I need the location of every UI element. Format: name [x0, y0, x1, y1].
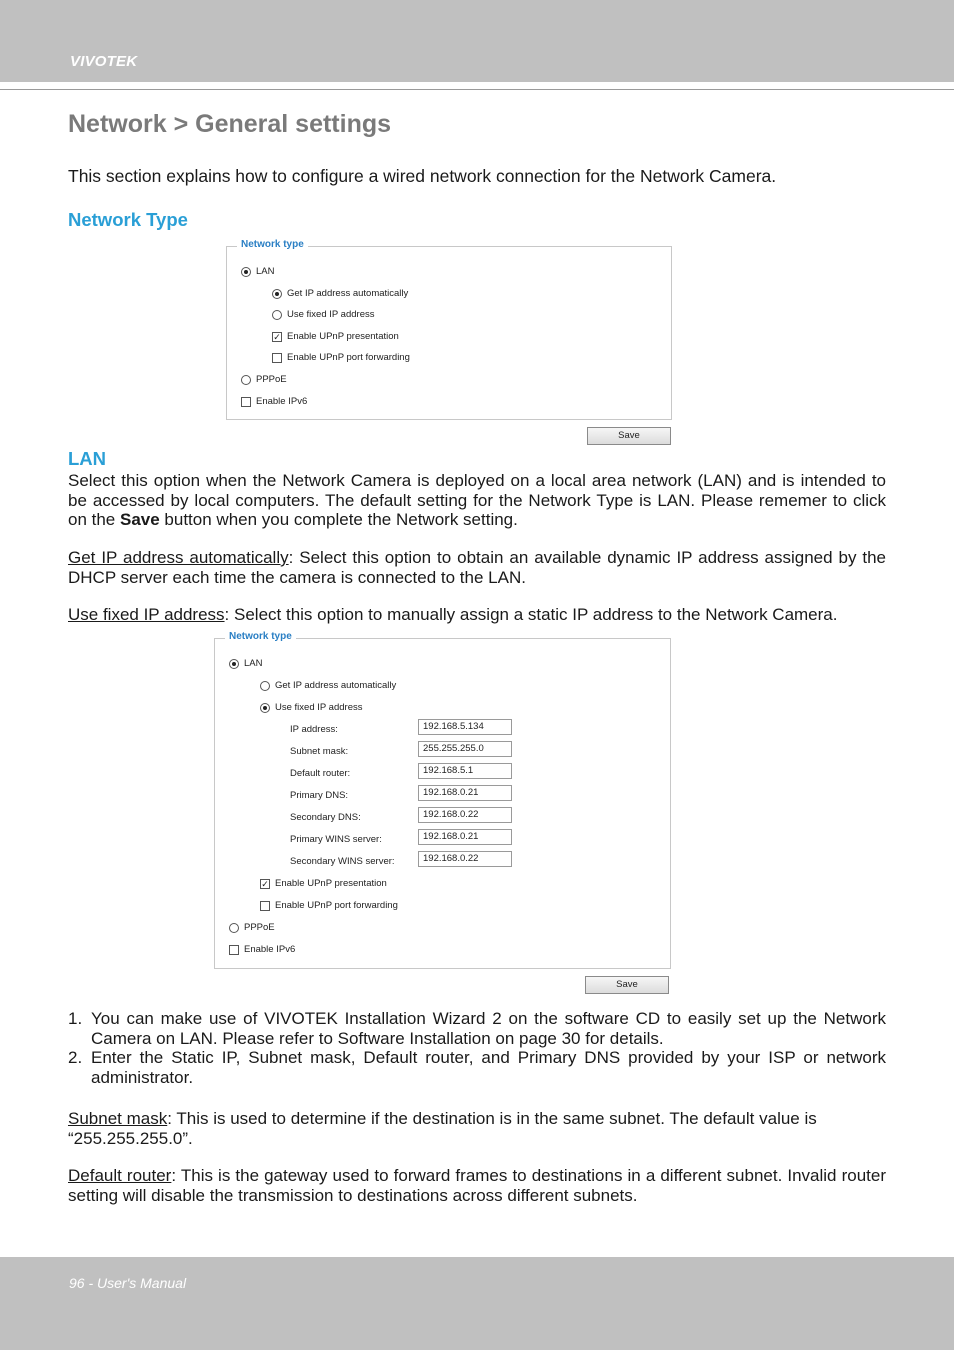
fixed-ip-text: : Select this option to manually assign a static IP address to the Network Camera.: [224, 605, 838, 624]
pppoe-radio[interactable]: [241, 374, 287, 385]
pppoe-label: PPPoE: [256, 374, 287, 385]
get-ip-text: : Select this option to obtain an available dynamic IP address assigned by the DHCP server each time the camera is connected to the LAN.: [68, 548, 887, 587]
network-type-panel: [226, 239, 672, 420]
upnp-presentation-label: Enable UPnP presentation: [275, 878, 387, 889]
upnp-presentation-label: Enable UPnP presentation: [287, 331, 399, 342]
primary-wins-label: Primary WINS server:: [290, 834, 382, 845]
ipv6-checkbox[interactable]: [241, 396, 307, 407]
list-text: You can make use of VIVOTEK Installation Wizard 2 on the software CD to easily set up the Network Camera on LAN. Please refer to Software Installation on page 30 for details.: [91, 1009, 886, 1048]
ipv6-label: Enable IPv6: [256, 396, 308, 407]
use-fixed-ip-label: Use fixed IP address: [275, 702, 363, 713]
subnet-mask-paragraph: [68, 1109, 868, 1148]
list-item: [68, 1009, 886, 1048]
default-router-input[interactable]: 192.168.5.1: [418, 763, 512, 779]
radio-selected-icon: [272, 289, 282, 299]
lan-paragraph: [68, 471, 886, 530]
default-router-label: Default router:: [290, 768, 351, 779]
secondary-dns-input[interactable]: 192.168.0.22: [418, 807, 512, 823]
secondary-wins-input[interactable]: 192.168.0.22: [418, 851, 512, 867]
upnp-port-forwarding-label: Enable UPnP port forwarding: [275, 900, 398, 911]
lan-radio[interactable]: [229, 658, 262, 669]
get-ip-auto-radio[interactable]: [272, 288, 408, 299]
upnp-port-forwarding-checkbox[interactable]: [272, 352, 410, 363]
radio-selected-icon: [229, 659, 239, 669]
get-ip-auto-label: Get IP address automatically: [275, 680, 397, 691]
fixed-ip-paragraph: [68, 605, 886, 625]
list-number: 1.: [68, 1009, 83, 1028]
notes-list: [68, 1009, 886, 1087]
use-fixed-ip-label: Use fixed IP address: [287, 309, 375, 320]
save-button[interactable]: Save: [585, 976, 669, 994]
use-fixed-ip-radio[interactable]: [272, 309, 374, 320]
checkbox-icon: [241, 397, 251, 407]
checkmark-icon: ✓: [273, 331, 281, 342]
checkbox-icon: [272, 353, 282, 363]
get-ip-auto-radio[interactable]: [260, 680, 396, 691]
default-router-paragraph: [68, 1166, 886, 1205]
fixed-ip-term: Use fixed IP address: [68, 605, 225, 624]
get-ip-term: Get IP address automatically: [68, 548, 289, 567]
lan-label: LAN: [256, 266, 275, 277]
pppoe-radio[interactable]: [229, 922, 275, 933]
panel-legend: Network type: [237, 239, 308, 250]
page-title: Network > General settings: [68, 110, 392, 138]
radio-selected-icon: [260, 703, 270, 713]
checkbox-icon: [260, 901, 270, 911]
list-item: [68, 1048, 886, 1087]
subnet-mask-label: Subnet mask:: [290, 746, 349, 757]
secondary-wins-label: Secondary WINS server:: [290, 856, 395, 867]
upnp-port-forwarding-checkbox[interactable]: [260, 900, 398, 911]
primary-dns-input[interactable]: 192.168.0.21: [418, 785, 512, 801]
get-ip-paragraph: [68, 548, 886, 587]
radio-icon: [272, 310, 282, 320]
ipv6-label: Enable IPv6: [244, 944, 296, 955]
primary-dns-label: Primary DNS:: [290, 790, 349, 801]
secondary-dns-label: Secondary DNS:: [290, 812, 361, 823]
checkmark-icon: ✓: [261, 878, 269, 889]
use-fixed-ip-radio[interactable]: [260, 702, 362, 713]
footer-page-number: 96 - User's Manual: [69, 1275, 187, 1291]
lan-label: LAN: [244, 658, 263, 669]
get-ip-auto-label: Get IP address automatically: [287, 288, 409, 299]
default-router-text: : This is the gateway used to forward frames to destinations in a different subnet. Invalid router setting will disable the transmission to destinations across different subnets.: [68, 1166, 886, 1205]
lan-paragraph-bold: Save: [120, 510, 160, 529]
list-number: 2.: [68, 1048, 83, 1067]
lan-paragraph-text: Select this option when the Network Camera is deployed on a local area network (LAN) and is intended to be accessed by local computers. The default setting for the Network Type is LAN. Please rememer to click on the: [68, 471, 886, 529]
lan-radio[interactable]: [241, 266, 274, 277]
radio-selected-icon: [241, 267, 251, 277]
lan-paragraph-text-end: button when you complete the Network setting.: [159, 510, 518, 529]
save-button[interactable]: Save: [587, 427, 671, 445]
header-divider: [0, 89, 954, 90]
ip-address-label: IP address:: [290, 724, 338, 735]
checkbox-icon: [229, 945, 239, 955]
ip-address-input[interactable]: 192.168.5.134: [418, 719, 512, 735]
brand-logo: VIVOTEK: [70, 53, 138, 70]
lan-heading: LAN: [68, 448, 107, 469]
footer-bar: [0, 1257, 954, 1350]
radio-icon: [260, 681, 270, 691]
upnp-presentation-checkbox[interactable]: [272, 331, 399, 342]
subnet-mask-input[interactable]: 255.255.255.0: [418, 741, 512, 757]
radio-icon: [241, 375, 251, 385]
list-text: Enter the Static IP, Subnet mask, Default router, and Primary DNS provided by your ISP or network administrator.: [91, 1048, 886, 1087]
intro-text: This section explains how to configure a wired network connection for the Network Camera.: [68, 166, 777, 186]
default-router-term: Default router: [68, 1166, 172, 1185]
network-type-panel-fixed-ip: [214, 631, 671, 969]
network-type-heading: Network Type: [68, 209, 188, 230]
radio-icon: [229, 923, 239, 933]
ipv6-checkbox[interactable]: [229, 944, 295, 955]
primary-wins-input[interactable]: 192.168.0.21: [418, 829, 512, 845]
upnp-presentation-checkbox[interactable]: [260, 878, 387, 889]
subnet-mask-text: : This is used to determine if the destination is in the same subnet. The default value is “255.255.255.0”.: [68, 1109, 817, 1148]
pppoe-label: PPPoE: [244, 922, 275, 933]
header-bar: [0, 0, 954, 82]
panel-legend: Network type: [225, 631, 296, 642]
subnet-mask-term: Subnet mask: [68, 1109, 168, 1128]
upnp-port-forwarding-label: Enable UPnP port forwarding: [287, 352, 410, 363]
